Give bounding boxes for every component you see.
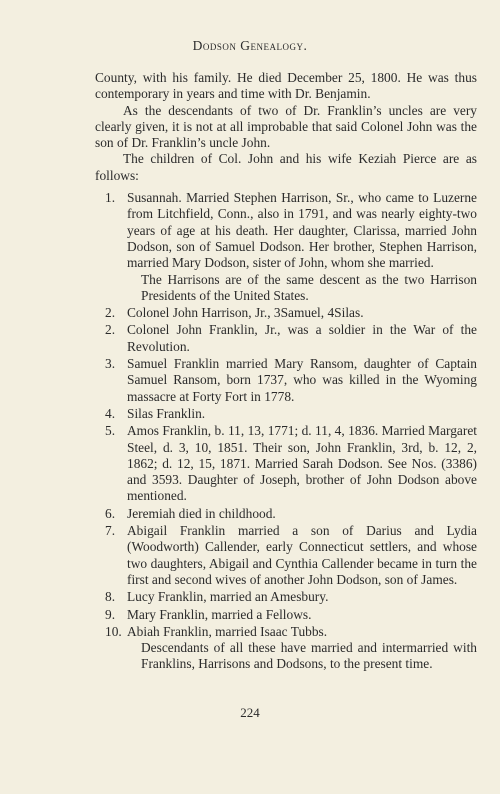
page-number: 224 <box>240 705 260 720</box>
item-number: 9. <box>105 606 116 622</box>
paragraph: As the descendants of two of Dr. Franklin’s uncles are very clearly given, it is not at all improbable that said Colonel John was the son of Dr. Franklin’s uncle John. <box>95 102 477 151</box>
item-number: 2. <box>105 305 116 321</box>
list-item <box>95 589 477 605</box>
item-text: Silas Franklin. <box>127 405 206 421</box>
item-text: Abigail Franklin married a son of Darius and Lydia (Woodworth) Callender, early Connecticut settlers, and whose two daughters, Abigail and Cynthia Callender became in turn the first and second wives of another John Dodson, son of James. <box>127 523 477 587</box>
item-number: 7. <box>105 523 116 539</box>
item-note: The Harrisons are of the same descent as the two Harrison Presidents of the United States. <box>141 271 477 303</box>
item-number: 4. <box>105 405 116 421</box>
list-item <box>95 322 477 355</box>
item-note: Descendants of all these have married and intermarried with Franklins, Harrisons and Dodsons, to the present time. <box>141 640 477 672</box>
children-list <box>95 190 477 673</box>
list-item <box>95 506 477 522</box>
item-text: Mary Franklin, married a Fellows. <box>127 606 312 622</box>
item-text: Jeremiah died in childhood. <box>127 505 276 521</box>
list-item <box>95 356 477 405</box>
item-number: 8. <box>105 589 116 605</box>
item-number: 6. <box>105 505 116 521</box>
item-text: Amos Franklin, b. 11, 13, 1771; d. 11, 4, 1836. Married Margaret Steel, d. 3, 10, 1851. Their son, John Franklin, 3rd, b. 12, 2, 1862; d. 12, 15, 1871. Married Sarah Dodson. See Nos. (3386) and 3593. Daughter of Joseph, brother of John Dodson above mentioned. <box>127 423 477 504</box>
running-head: Dodson Genealogy. <box>192 38 308 53</box>
list-item <box>95 607 477 623</box>
item-text: Lucy Franklin, married an Amesbury. <box>127 589 329 605</box>
item-number: 5. <box>105 423 116 439</box>
item-text: Colonel John Franklin, Jr., was a soldier in the War of the Revolution. <box>127 322 477 354</box>
item-text: Colonel John Harrison, Jr., 3Samuel, 4Silas. <box>127 305 364 321</box>
item-number: 3. <box>105 356 116 372</box>
item-text: Samuel Franklin married Mary Ransom, daughter of Captain Samuel Ransom, born 1737, who was killed in the Wyoming massacre at Forty Fort in 1778. <box>127 356 477 404</box>
body-text <box>95 70 477 674</box>
list-item <box>95 190 477 304</box>
item-number: 2. <box>105 322 116 338</box>
paragraph: County, with his family. He died December 25, 1800. He was thus contemporary in years and time with Dr. Benjamin. <box>95 70 477 102</box>
list-item <box>95 423 477 504</box>
list-item <box>95 305 477 321</box>
item-number: 10. <box>105 623 122 639</box>
item-text: Abiah Franklin, married Isaac Tubbs. <box>127 623 328 639</box>
list-item <box>95 624 477 673</box>
item-text: Susannah. Married Stephen Harrison, Sr., who came to Luzerne from Litchfield, Conn., also in 1791, and was nearly eighty-two years of age at his death. Her daughter, Clarissa, married John Dodson, son of Samuel Dodson. Her brother, Stephen Harrison, married Mary Dodson, sister of John, whom she married. <box>127 190 477 271</box>
item-number: 1. <box>105 190 116 206</box>
list-item <box>95 406 477 422</box>
list-item <box>95 523 477 588</box>
paragraph: The children of Col. John and his wife Keziah Pierce are as follows: <box>95 151 477 183</box>
